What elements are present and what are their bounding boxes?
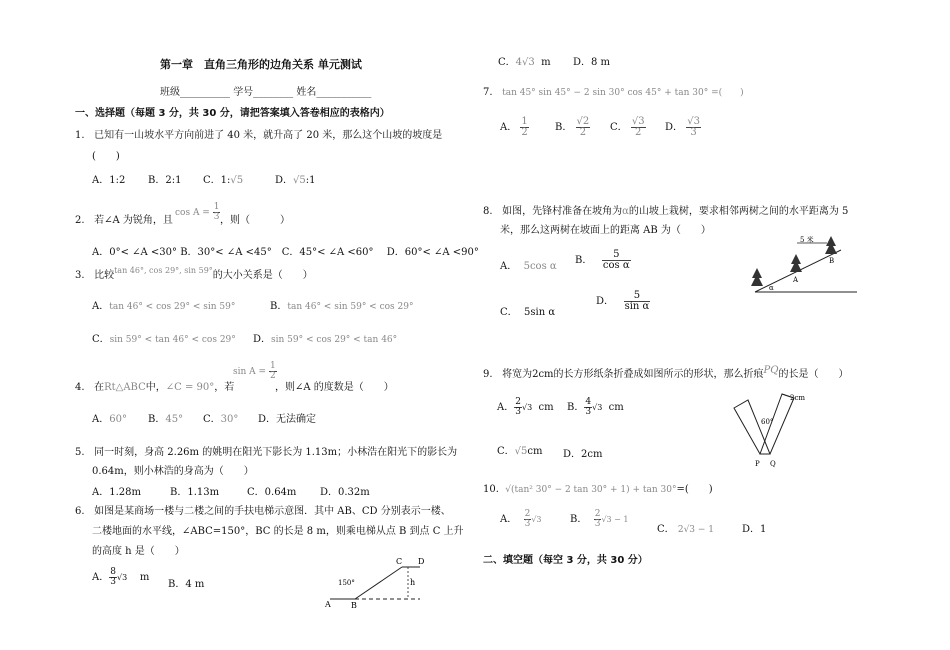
q7-option-b-numerator: √2 [576, 116, 590, 127]
q3-text: 比较 [94, 270, 115, 281]
q6-line1 [75, 502, 451, 517]
q6-option-a-fraction [109, 568, 117, 587]
q10-line [483, 480, 713, 495]
q7-option-c [610, 117, 646, 138]
q1-option-d-suffix: :1 [305, 175, 316, 186]
q1-option-c [203, 171, 243, 186]
q9-option-b [567, 398, 624, 417]
q5-line1 [75, 443, 457, 458]
q10-option-a-root: √3 [531, 515, 542, 524]
q4-option-b-value: 45° [165, 414, 184, 425]
q9-number: 9. [483, 369, 493, 380]
q4-option-c-value: 30° [220, 414, 239, 425]
q3-number: 3. [75, 270, 85, 281]
q2-line [75, 211, 173, 226]
q3-option-a [92, 297, 235, 312]
q3-option-b [270, 297, 413, 312]
q9-pq: PQ [763, 365, 779, 376]
q4-line [75, 378, 234, 393]
q7-option-b-label: B． [555, 122, 573, 133]
q8-option-b [575, 250, 631, 271]
alpha-label: α [769, 284, 774, 292]
q7-option-a-numerator: 1 [521, 116, 528, 127]
q8-option-d-label: D． [596, 296, 615, 307]
angle-label: 60° [761, 418, 774, 426]
q6-option-a-root: √3 [116, 573, 128, 582]
point-b-label: B [829, 257, 835, 265]
q5-text: 同一时刻，身高 2.26m 的姚明在阳光下影长为 1.13m；小林浩在阳光下的影长为 [94, 447, 458, 458]
q8-line1 [483, 202, 848, 217]
q10-option-b-root: √3 − 1 [601, 515, 629, 524]
q2-formula [175, 203, 220, 222]
point-q-label: Q [770, 460, 776, 468]
q10-number: 10. [483, 484, 499, 495]
q1-line1 [75, 126, 442, 141]
q9-option-b-numerator: 4 [585, 397, 592, 407]
q4-option-b-label: B． [148, 414, 166, 425]
q7-option-b-fraction [576, 117, 591, 138]
q8-option-d-fraction [624, 291, 651, 312]
q6-option-c-unit: m [541, 57, 551, 68]
q3-option-d-label: D． [253, 334, 272, 345]
q2-text-end: ，则（ ） [220, 215, 290, 226]
q4-triangle: Rt△ABC [104, 382, 146, 393]
q4-text-3: ，若 [214, 382, 235, 393]
q2-denominator: 3 [213, 212, 220, 222]
q9-option-a-label: A． [497, 402, 515, 413]
q7-option-b [555, 117, 590, 138]
student-number-field: 学号________ [233, 87, 294, 98]
class-field: 班级__________ [160, 87, 230, 98]
q10-option-b-numerator: 2 [594, 509, 601, 519]
q8-option-d-numerator: 5 [624, 291, 651, 302]
q8-option-d [596, 291, 650, 312]
q9-option-b-unit: cm [608, 402, 624, 413]
q6-option-a-label: A． [92, 572, 110, 583]
q3-option-d [253, 330, 397, 345]
q8-option-a-label: A． [500, 261, 518, 272]
q4-option-a-label: A． [92, 414, 110, 425]
q8-number: 8. [483, 206, 493, 217]
q6-option-c [498, 53, 551, 68]
q6-option-a [92, 568, 149, 587]
q9-option-b-fraction [584, 398, 592, 417]
q8-option-a [500, 257, 557, 272]
q6-text: 如图是某商场一楼与二楼之间的手扶电梯示意图．其中 AB、CD 分别表示一楼、 [94, 506, 451, 517]
q9-option-c-label: C． [497, 446, 515, 457]
q9-option-c-root: √5 [514, 446, 528, 457]
q6-option-a-denominator: 3 [110, 577, 116, 587]
page-title: 第一章 直角三角形的边角关系 单元测试 [160, 58, 362, 71]
q5-option-a: A．1.28m [92, 487, 141, 498]
q3-line [75, 266, 313, 281]
q3-option-a-expr: tan 46° < cos 29° < sin 59° [109, 302, 236, 312]
q7-option-a-denominator: 2 [521, 127, 528, 138]
q7-number: 7. [483, 87, 493, 98]
width-label: 2cm [790, 394, 806, 402]
q8-option-a-value: 5cos α [523, 261, 557, 272]
q2-numerator: 1 [213, 202, 220, 212]
q9-option-a-numerator: 2 [515, 397, 521, 407]
q7-option-d-fraction [686, 117, 701, 138]
q10-option-c-label: C． [657, 524, 675, 535]
q4-number: 4. [75, 382, 85, 393]
q10-option-a-numerator: 2 [524, 509, 531, 519]
q7-option-d [665, 117, 701, 138]
q6-option-b: B．4 m [168, 579, 205, 590]
q4-denominator: 2 [269, 371, 276, 381]
q3-text-end: 的大小关系是（ ） [212, 270, 313, 281]
q2-options: A．0°< ∠A <30° B．30°< ∠A <45° C．45°< ∠A <60° D．60°< ∠A <90° [92, 247, 479, 258]
q8-text: 如图，先锋村准备在坡角为 [502, 206, 623, 217]
q6-option-a-numerator: 8 [110, 567, 116, 577]
q9-option-a-unit: cm [538, 402, 554, 413]
q8-option-b-numerator: 5 [602, 250, 631, 261]
folded-strip-diagram [730, 390, 820, 470]
q7-option-a-label: A． [500, 122, 518, 133]
q6-option-a-unit: m [139, 572, 150, 583]
q4-option-c [203, 410, 238, 425]
q6-line3: 的高度 h 是（ ） [92, 546, 185, 557]
q1-option-b: B．2:1 [148, 175, 182, 186]
q8-option-b-label: B． [575, 255, 593, 266]
q10-option-a-label: A． [500, 514, 518, 525]
q3-option-c-expr: sin 59° < tan 46° < cos 29° [109, 335, 236, 345]
tree-3 [825, 236, 837, 254]
escalator-line-bc [355, 567, 402, 599]
q9-option-c-unit: cm [527, 446, 543, 457]
q4-formula-lhs: sin A = [233, 367, 267, 377]
q4-option-c-label: C． [203, 414, 221, 425]
q10-option-c-value: 2√3 − 1 [677, 525, 715, 535]
q7-option-d-denominator: 3 [690, 127, 697, 138]
q9-line [483, 365, 848, 380]
q7-option-d-numerator: √3 [687, 116, 700, 127]
q5-option-b: B．1.13m [170, 487, 220, 498]
q1-text: 已知有一山坡水平方向前进了 40 米，就升高了 20 米，那么这个山坡的坡度是 [94, 130, 443, 141]
q1-option-c-value: √5 [230, 175, 244, 186]
q3-option-c-label: C． [92, 334, 110, 345]
student-name-field: 姓名___________ [296, 87, 372, 98]
q3-option-b-expr: tan 46° < sin 59° < cos 29° [287, 302, 414, 312]
q6-line2: 二楼地面的水平线，∠ABC=150°，BC 的长是 8 m，则乘电梯从点 B 到点 C 上升 [92, 526, 464, 537]
q10-option-c [657, 520, 714, 535]
q8-line2: 米，那么这两树在坡面上的距离 AB 为（ ） [500, 225, 711, 236]
q4-option-d: D．无法确定 [258, 414, 317, 425]
q7-expression: tan 45° sin 45° − 2 sin 30° cos 45° + tan 30° =( ) [502, 88, 744, 98]
q1-option-d-value: √5 [293, 175, 306, 186]
q6-option-c-value: 4√3 [515, 57, 535, 68]
q9-option-a-fraction [514, 398, 522, 417]
q9-text-cont: 的长是（ ） [778, 369, 849, 380]
height-label: h [410, 578, 416, 587]
q5-option-d: D．0.32m [320, 487, 370, 498]
point-b-label: B [351, 601, 357, 610]
q9-option-a-root: √3 [521, 403, 533, 412]
q10-option-d: D．1 [742, 524, 767, 535]
q7-option-c-label: C． [610, 122, 628, 133]
section-2-heading: 二、填空题（每空 3 分，共 30 分） [483, 555, 648, 566]
q5-line2: 0.64m，则小林浩的身高为（ ） [92, 466, 254, 477]
q4-formula [233, 362, 277, 381]
escalator-diagram [320, 555, 430, 610]
q1-bracket: ( ) [92, 151, 120, 162]
q10-option-b-label: B． [570, 514, 588, 525]
q9-option-b-label: B． [567, 402, 585, 413]
q7-option-a-fraction [520, 117, 528, 138]
q10-option-a-denominator: 3 [524, 519, 531, 529]
q8-option-c [500, 303, 555, 318]
q1-option-d [275, 171, 316, 186]
q1-option-a: A．1:2 [92, 175, 126, 186]
distance-label: 5 米 [800, 236, 814, 244]
q6-number: 6. [75, 506, 85, 517]
q7-option-c-denominator: 2 [635, 127, 642, 138]
section-1-heading: 一、选择题（每题 3 分，共 30 分，请把答案填入答卷相应的表格内） [75, 108, 390, 119]
q4-numerator: 1 [269, 361, 276, 371]
q8-text-cont: 的山坡上栽树，要求相邻两树之间的水平距离为 5 [628, 206, 849, 217]
angle-label: 150° [338, 579, 355, 587]
q7-option-b-denominator: 2 [579, 127, 587, 138]
q4-option-a-value: 60° [109, 414, 127, 425]
q8-option-b-fraction [602, 250, 631, 271]
q10-option-b-denominator: 3 [594, 519, 601, 529]
tree-1 [751, 268, 763, 286]
q7-option-a [500, 117, 529, 138]
q9-option-c [497, 442, 542, 457]
q9-option-b-denominator: 3 [585, 407, 592, 417]
q9-text: 将宽为2cm的长方形纸条折叠成如图所示的形状，那么折痕 [502, 369, 764, 380]
q7-option-d-label: D． [665, 122, 684, 133]
q7-line [483, 85, 744, 98]
point-d-label: D [418, 557, 425, 566]
q8-option-c-label: C． [500, 307, 518, 318]
q9-option-a [497, 398, 554, 417]
q3-option-b-label: B． [270, 301, 288, 312]
q6-option-c-label: C． [498, 57, 516, 68]
point-c-label: C [396, 557, 403, 566]
point-p-label: P [755, 460, 760, 468]
q7-option-c-fraction [631, 117, 646, 138]
q9-option-b-root: √3 [592, 403, 603, 412]
slope-trees-diagram [745, 230, 860, 300]
q8-alpha: α [622, 206, 629, 217]
q3-option-a-label: A． [92, 301, 110, 312]
q5-number: 5. [75, 447, 85, 458]
q10-equals: =( ) [676, 484, 713, 495]
q9-option-d: D．2cm [563, 449, 603, 460]
strip-left [734, 400, 770, 454]
q5-option-c: C．0.64m [247, 487, 297, 498]
q1-number: 1. [75, 130, 85, 141]
q2-number: 2. [75, 215, 85, 226]
point-a-label: A [325, 600, 331, 609]
q4-text-1: 在 [94, 382, 105, 393]
q4-option-b [148, 410, 183, 425]
q3-option-c [92, 330, 236, 345]
q8-option-d-denominator: sin α [624, 301, 650, 312]
q10-option-a [500, 510, 542, 529]
q1-option-d-label: D． [275, 175, 294, 186]
q9-option-a-denominator: 3 [515, 407, 521, 417]
q4-angle: ∠C = 90° [165, 382, 215, 393]
q8-option-b-denominator: cos α [602, 260, 630, 271]
q3-option-d-expr: sin 59° < cos 29° < tan 46° [271, 335, 398, 345]
q2-text: 若∠A 为锐角，且 [94, 215, 173, 226]
point-a-label: A [793, 276, 799, 284]
q2-formula-lhs: cos A = [175, 208, 210, 218]
q4-text-2: 中， [145, 382, 166, 393]
q10-option-b [570, 510, 629, 529]
tree-2 [790, 254, 802, 272]
q4-option-a [92, 410, 127, 425]
q7-option-c-numerator: √3 [631, 116, 645, 127]
q6-option-d: D．8 m [573, 57, 611, 68]
header-fields [160, 83, 371, 98]
q10-expression: √(tan² 30° − 2 tan 30° + 1) + tan 30° [505, 485, 677, 495]
q1-option-c-label: C．1: [203, 175, 231, 186]
q8-option-c-value: 5sin α [524, 307, 556, 318]
q4-text-end: ，则∠A 的度数是（ ） [275, 382, 394, 393]
q3-expression: tan 46°, cos 29°, sin 59° [114, 266, 213, 275]
